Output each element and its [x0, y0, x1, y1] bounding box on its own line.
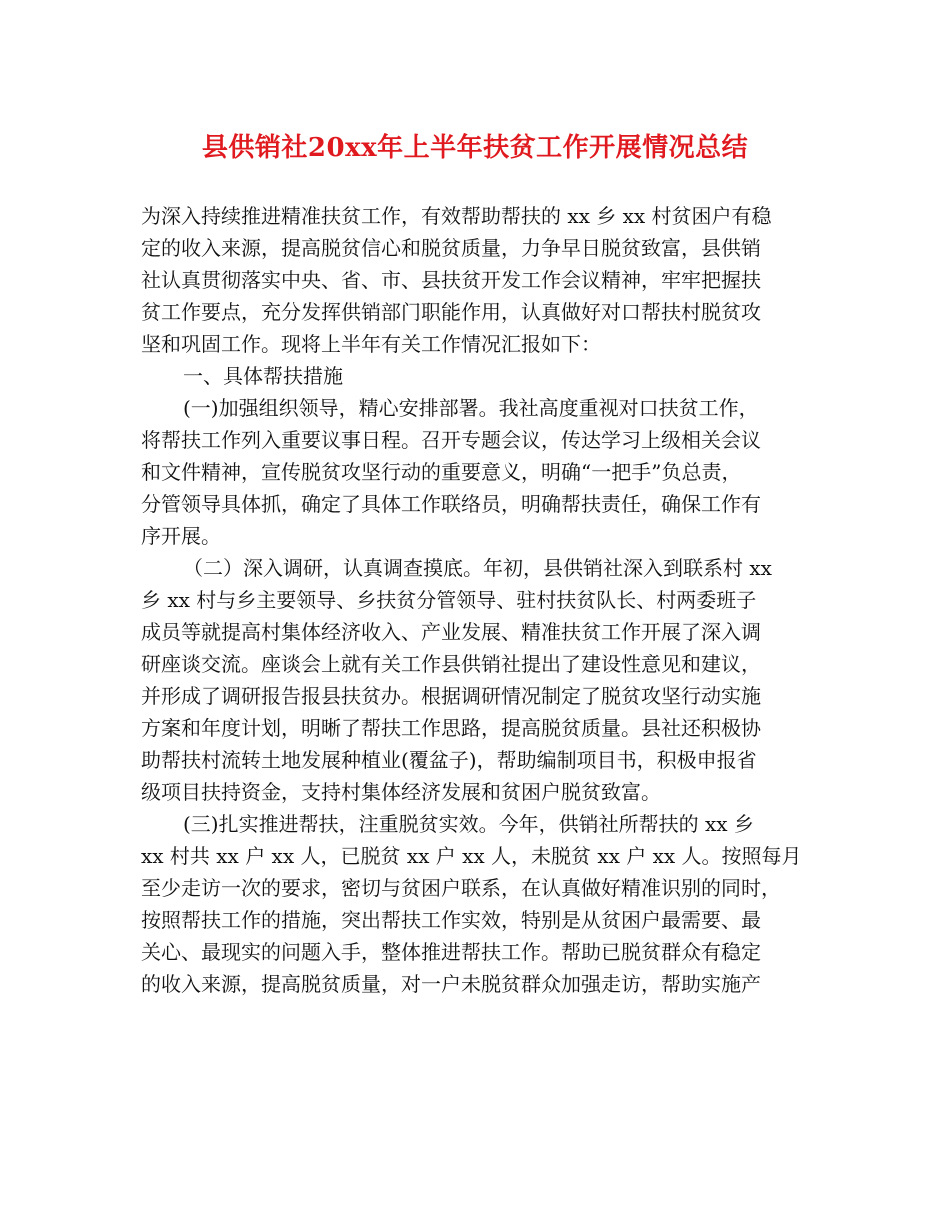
text-line: 序开展。: [141, 524, 221, 548]
paragraph-item-1: [141, 392, 817, 552]
text-line: （二）深入调研，认真调查摸底。年初，县供销社深入到联系村 xx: [183, 556, 772, 580]
text-line: xx 村共 xx 户 xx 人，已脱贫 xx 户 xx 人，未脱贫 xx 户 xx 人。按照每月: [141, 844, 802, 868]
text-line: 定的收入来源，提高脱贫信心和脱贫质量，力争早日脱贫致富，县供销: [141, 236, 761, 260]
text-line: 为深入持续推进精准扶贫工作，有效帮助帮扶的 xx 乡 xx 村贫困户有稳: [141, 204, 772, 228]
text-line: 将帮扶工作列入重要议事日程。召开专题会议，传达学习上级相关会议: [141, 428, 761, 452]
text-line: 分管领导具体抓，确定了具体工作联络员，明确帮扶责任，确保工作有: [141, 492, 761, 516]
text-line: 一、具体帮扶措施: [183, 364, 343, 388]
text-line: 级项目扶持资金，支持村集体经济发展和贫困户脱贫致富。: [141, 780, 661, 804]
paragraph-intro: [141, 200, 817, 360]
paragraph-item-3: [141, 808, 817, 1000]
text-line: 的收入来源，提高脱贫质量，对一户未脱贫群众加强走访，帮助实施产: [141, 972, 761, 996]
text-line: 社认真贯彻落实中央、省、市、县扶贫开发工作会议精神，牢牢把握扶: [141, 268, 761, 292]
text-line: 乡 xx 村与乡主要领导、乡扶贫分管领导、驻村扶贫队长、村两委班子: [141, 588, 757, 612]
text-line: 至少走访一次的要求，密切与贫困户联系，在认真做好精准识别的同时，: [141, 876, 781, 900]
text-line: 成员等就提高村集体经济收入、产业发展、精准扶贫工作开展了深入调: [141, 620, 761, 644]
document-body: [141, 200, 817, 1000]
text-line: 并形成了调研报告报县扶贫办。根据调研情况制定了脱贫攻坚行动实施: [141, 684, 761, 708]
text-line: (三)扎实推进帮扶，注重脱贫实效。今年，供销社所帮扶的 xx 乡: [183, 812, 754, 836]
text-line: 方案和年度计划，明晰了帮扶工作思路，提高脱贫质量。县社还积极协: [141, 716, 761, 740]
text-line: 坚和巩固工作。现将上半年有关工作情况汇报如下：: [141, 332, 601, 356]
text-line: (一)加强组织领导，精心安排部署。我社高度重视对口扶贫工作，: [183, 396, 759, 420]
text-line: 按照帮扶工作的措施，突出帮扶工作实效，特别是从贫困户最需要、最: [141, 908, 761, 932]
text-line: 和文件精神，宣传脱贫攻坚行动的重要意义，明确“一把手”负总责，: [141, 460, 742, 484]
text-line: 研座谈交流。座谈会上就有关工作县供销社提出了建设性意见和建议，: [141, 652, 761, 676]
document-title: 县供销社20xx年上半年扶贫工作开展情况总结: [201, 133, 749, 163]
text-line: 助帮扶村流转土地发展种植业(覆盆子)，帮助编制项目书，积极申报省: [141, 748, 757, 772]
text-line: 贫工作要点，充分发挥供销部门职能作用，认真做好对口帮扶村脱贫攻: [141, 300, 761, 324]
section-heading: [141, 360, 817, 392]
text-line: 关心、最现实的问题入手，整体推进帮扶工作。帮助已脱贫群众有稳定: [141, 940, 761, 964]
paragraph-item-2: [141, 552, 817, 808]
